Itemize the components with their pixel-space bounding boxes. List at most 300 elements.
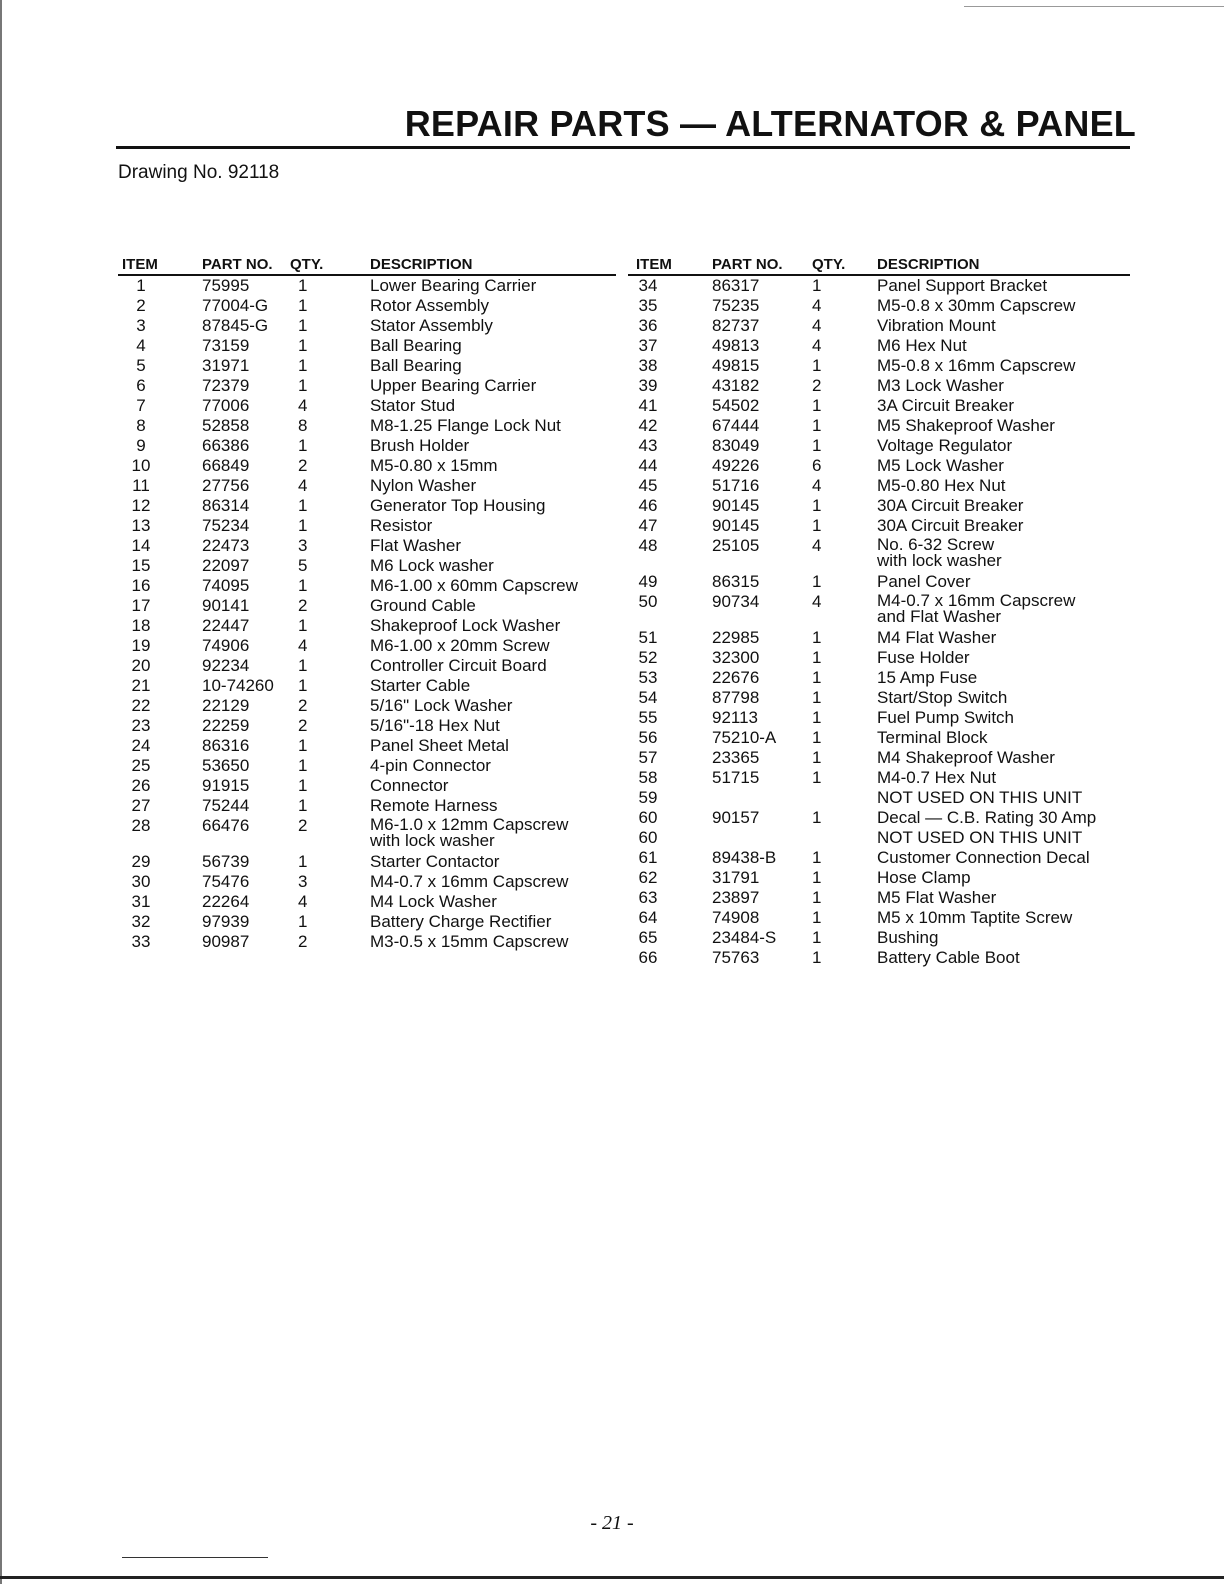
description-line: 5/16"-18 Hex Nut [370, 716, 500, 735]
description-line: Stator Stud [370, 396, 456, 415]
quantity: 1 [812, 356, 822, 375]
quantity: 1 [812, 628, 822, 647]
quantity: 2 [298, 932, 308, 951]
item-number: 45 [638, 476, 658, 495]
quantity: 4 [812, 336, 822, 355]
part-number: 27756 [202, 476, 250, 495]
item-number: 17 [131, 596, 151, 615]
description [872, 808, 1130, 828]
quantity: 1 [298, 736, 308, 755]
description-line: M6 Hex Nut [877, 336, 967, 355]
table-row [628, 868, 1130, 888]
part-number: 74095 [202, 576, 250, 595]
description-line: Remote Harness [370, 796, 498, 815]
description-line: Voltage Regulator [877, 436, 1013, 455]
description-line: Fuel Pump Switch [877, 708, 1014, 727]
description-line: M4-0.7 x 16mm Capscrew [877, 591, 1076, 610]
description [872, 456, 1130, 476]
description [360, 356, 616, 376]
table-row [118, 396, 616, 416]
description-line: Battery Charge Rectifier [370, 912, 552, 931]
item-number: 29 [131, 852, 151, 871]
part-number: 31791 [712, 868, 760, 887]
description [360, 596, 616, 616]
quantity: 1 [812, 868, 822, 887]
description-line: M5-0.80 Hex Nut [877, 476, 1006, 495]
table-row [628, 572, 1130, 592]
description-line: Ground Cable [370, 596, 476, 615]
description [872, 748, 1130, 768]
item-number: 14 [131, 536, 151, 555]
quantity: 4 [812, 296, 822, 315]
part-number: 75234 [202, 516, 250, 535]
item-number: 18 [131, 616, 151, 635]
quantity [806, 788, 872, 808]
quantity: 1 [298, 496, 308, 515]
table-row [118, 636, 616, 656]
table-row [628, 316, 1130, 336]
table-row [628, 356, 1130, 376]
table-row [628, 376, 1130, 396]
part-number: 75210-A [712, 728, 777, 747]
description-line: M4-0.7 Hex Nut [877, 768, 997, 787]
description-line: M4-0.7 x 16mm Capscrew [370, 872, 569, 891]
quantity: 1 [298, 796, 308, 815]
table-header [628, 253, 1130, 276]
description-line: Panel Cover [877, 572, 971, 591]
table-row [628, 848, 1130, 868]
item-number: 16 [131, 576, 151, 595]
description [360, 636, 616, 656]
description [872, 908, 1130, 928]
item-number: 25 [131, 756, 151, 775]
quantity: 1 [812, 648, 822, 667]
table-header [118, 253, 616, 276]
item-number: 10 [131, 456, 151, 475]
description [360, 556, 616, 576]
table-row [118, 676, 616, 696]
part-number: 83049 [712, 436, 760, 455]
table-row [118, 616, 616, 636]
quantity: 4 [812, 536, 822, 555]
quantity: 1 [298, 912, 308, 931]
description-line: 3A Circuit Breaker [877, 396, 1014, 415]
description-line: M5-0.80 x 15mm [370, 456, 498, 475]
description [360, 496, 616, 516]
table-row [118, 776, 616, 796]
description [872, 788, 1130, 808]
item-number: 43 [638, 436, 658, 455]
description-line: Panel Sheet Metal [370, 736, 509, 755]
table-row [118, 276, 616, 296]
item-number: 8 [136, 416, 146, 435]
quantity: 1 [298, 376, 308, 395]
description [872, 628, 1130, 648]
part-number: 90145 [712, 496, 760, 515]
description-line: 5/16" Lock Washer [370, 696, 513, 715]
quantity: 1 [812, 948, 822, 967]
table-row [628, 888, 1130, 908]
description-line: Upper Bearing Carrier [370, 376, 537, 395]
item-number: 55 [638, 708, 658, 727]
description-line: M5 Lock Washer [877, 456, 1004, 475]
item-number: 1 [136, 276, 146, 295]
description [360, 456, 616, 476]
quantity: 1 [298, 616, 308, 635]
item-number: 66 [638, 948, 658, 967]
table-row [118, 456, 616, 476]
description [872, 276, 1130, 296]
quantity: 1 [298, 576, 308, 595]
description-line: M3 Lock Washer [877, 376, 1004, 395]
table-row [118, 416, 616, 436]
description [872, 688, 1130, 708]
quantity: 3 [298, 872, 308, 891]
description-line-2: and Flat Washer [877, 607, 1002, 626]
description-line: M4 Lock Washer [370, 892, 497, 911]
item-number: 33 [131, 932, 151, 951]
description [872, 868, 1130, 888]
table-row [628, 948, 1130, 968]
part-number: 49226 [712, 456, 760, 475]
item-number: 3 [136, 316, 146, 335]
part-number: 87798 [712, 688, 760, 707]
quantity: 1 [812, 668, 822, 687]
table-body [118, 276, 616, 952]
parts-table-right [628, 253, 1130, 968]
part-number: 53650 [202, 756, 250, 775]
quantity: 1 [298, 336, 308, 355]
part-number: 87845-G [202, 316, 269, 335]
item-number: 48 [638, 536, 658, 555]
quantity: 1 [812, 708, 822, 727]
scan-edge-bottom [0, 1576, 1224, 1579]
table-row [628, 768, 1130, 788]
part-number: 90141 [202, 596, 250, 615]
table-row [118, 756, 616, 776]
description-line-2: with lock washer [370, 831, 495, 850]
item-number: 53 [638, 668, 658, 687]
part-number: 22473 [202, 536, 250, 555]
quantity: 1 [298, 676, 308, 695]
description [872, 828, 1130, 848]
part-number: 23365 [712, 748, 760, 767]
description-line: Battery Cable Boot [877, 948, 1020, 967]
description-line: Terminal Block [877, 728, 988, 747]
description [872, 768, 1130, 788]
description-line: Nylon Washer [370, 476, 477, 495]
table-row [118, 912, 616, 932]
item-number: 5 [136, 356, 146, 375]
quantity: 1 [298, 656, 308, 675]
quantity: 4 [812, 316, 822, 335]
part-number: 54502 [712, 396, 760, 415]
description-line: M5 Flat Washer [877, 888, 997, 907]
part-number: 49815 [712, 356, 760, 375]
quantity: 2 [812, 376, 822, 395]
item-number: 20 [131, 656, 151, 675]
part-number [668, 788, 806, 808]
quantity: 2 [298, 816, 308, 835]
description [360, 912, 616, 932]
quantity: 5 [298, 556, 308, 575]
part-number: 51716 [712, 476, 760, 495]
header-description: DESCRIPTION [877, 256, 980, 273]
quantity: 1 [298, 296, 308, 315]
description [360, 796, 616, 816]
description [872, 888, 1130, 908]
description-line: Starter Contactor [370, 852, 500, 871]
item-number: 4 [136, 336, 146, 355]
table-row [628, 928, 1130, 948]
quantity: 1 [812, 748, 822, 767]
table-row [628, 728, 1130, 748]
description-line: Start/Stop Switch [877, 688, 1008, 707]
description-line: Generator Top Housing [370, 496, 546, 515]
item-number: 56 [638, 728, 658, 747]
description-line: Panel Support Bracket [877, 276, 1048, 295]
description-line: M5 x 10mm Taptite Screw [877, 908, 1073, 927]
table-row [118, 596, 616, 616]
description [872, 536, 1130, 572]
part-number: 74908 [712, 908, 760, 927]
quantity: 1 [812, 496, 822, 515]
part-number [668, 828, 806, 848]
description-line: Hose Clamp [877, 868, 971, 887]
description [360, 396, 616, 416]
quantity: 1 [812, 276, 822, 295]
description-line: NOT USED ON THIS UNIT [877, 788, 1083, 807]
quantity: 2 [298, 456, 308, 475]
description-line: M6-1.00 x 60mm Capscrew [370, 576, 578, 595]
description [872, 948, 1130, 968]
description [872, 416, 1130, 436]
part-number: 22985 [712, 628, 760, 647]
description [872, 396, 1130, 416]
quantity: 4 [812, 592, 822, 611]
description [872, 728, 1130, 748]
description-line: 4-pin Connector [370, 756, 491, 775]
page-title: REPAIR PARTS — ALTERNATOR & PANEL [404, 103, 1136, 144]
item-number: 41 [638, 396, 658, 415]
part-number: 90987 [202, 932, 250, 951]
quantity: 4 [298, 476, 308, 495]
description [360, 852, 616, 872]
description [360, 872, 616, 892]
description-line: Starter Cable [370, 676, 471, 695]
part-number: 66849 [202, 456, 250, 475]
quantity: 1 [812, 688, 822, 707]
table-row [628, 336, 1130, 356]
item-number: 22 [131, 696, 151, 715]
part-number: 89438-B [712, 848, 777, 867]
description [872, 848, 1130, 868]
description-line: M4 Shakeproof Washer [877, 748, 1055, 767]
item-number: 39 [638, 376, 658, 395]
quantity: 1 [298, 516, 308, 535]
title-rule [116, 146, 1130, 149]
table-row [118, 852, 616, 872]
table-row [118, 656, 616, 676]
description [360, 656, 616, 676]
item-number: 58 [638, 768, 658, 787]
item-number: 15 [131, 556, 151, 575]
item-number: 61 [638, 848, 658, 867]
part-number: 22447 [202, 616, 250, 635]
part-number: 90145 [712, 516, 760, 535]
part-number: 25105 [712, 536, 760, 555]
item-number: 34 [638, 276, 658, 295]
description-line: Decal — C.B. Rating 30 Amp [877, 808, 1097, 827]
item-number: 36 [638, 316, 658, 335]
table-row [628, 476, 1130, 496]
table-row [628, 748, 1130, 768]
description [872, 296, 1130, 316]
item-number: 30 [131, 872, 151, 891]
quantity: 1 [812, 928, 822, 947]
part-number: 22129 [202, 696, 250, 715]
quantity: 2 [298, 596, 308, 615]
description [360, 476, 616, 496]
description [360, 536, 616, 556]
part-number: 86316 [202, 736, 250, 755]
description-line: Bushing [877, 928, 939, 947]
description-line: Brush Holder [370, 436, 470, 455]
item-number: 64 [638, 908, 658, 927]
table-row [118, 816, 616, 852]
description-line: Controller Circuit Board [370, 656, 547, 675]
item-number: 31 [131, 892, 151, 911]
description [872, 436, 1130, 456]
header-qty: QTY. [812, 256, 846, 273]
quantity: 4 [298, 636, 308, 655]
description [872, 516, 1130, 536]
item-number: 24 [131, 736, 151, 755]
description-line: M5-0.8 x 30mm Capscrew [877, 296, 1076, 315]
description-line: Ball Bearing [370, 336, 462, 355]
header-part-no: PART NO. [712, 256, 783, 273]
table-row [118, 476, 616, 496]
description [872, 356, 1130, 376]
table-row [118, 576, 616, 596]
table-row [628, 708, 1130, 728]
description-line: Flat Washer [370, 536, 462, 555]
quantity: 2 [298, 696, 308, 715]
table-row [628, 276, 1130, 296]
table-row [628, 296, 1130, 316]
quantity: 3 [298, 536, 308, 555]
part-number: 77004-G [202, 296, 269, 315]
table-row [118, 716, 616, 736]
description [872, 708, 1130, 728]
description-line: Lower Bearing Carrier [370, 276, 537, 295]
table-row [628, 496, 1130, 516]
part-number: 91915 [202, 776, 250, 795]
part-number: 75244 [202, 796, 250, 815]
quantity: 1 [812, 808, 822, 827]
description-line: M8-1.25 Flange Lock Nut [370, 416, 561, 435]
quantity: 1 [812, 416, 822, 435]
quantity: 1 [812, 908, 822, 927]
quantity: 1 [812, 728, 822, 747]
item-number: 51 [638, 628, 658, 647]
description-line: M6-1.00 x 20mm Screw [370, 636, 550, 655]
table-row [628, 592, 1130, 628]
table-row [628, 456, 1130, 476]
description [360, 696, 616, 716]
description-line: M3-0.5 x 15mm Capscrew [370, 932, 569, 951]
part-number: 10-74260 [202, 676, 274, 695]
part-number: 22259 [202, 716, 250, 735]
item-number: 28 [131, 816, 151, 835]
description [360, 716, 616, 736]
item-number: 32 [131, 912, 151, 931]
item-number: 23 [131, 716, 151, 735]
part-number: 52858 [202, 416, 250, 435]
part-number: 73159 [202, 336, 250, 355]
item-number: 12 [131, 496, 151, 515]
description [360, 336, 616, 356]
part-number: 66386 [202, 436, 250, 455]
table-row [118, 356, 616, 376]
description-line: M5-0.8 x 16mm Capscrew [877, 356, 1076, 375]
item-number: 38 [638, 356, 658, 375]
description [360, 576, 616, 596]
description-line-2: with lock washer [877, 551, 1002, 570]
quantity: 1 [812, 396, 822, 415]
quantity [806, 828, 872, 848]
item-number: 46 [638, 496, 658, 515]
item-number: 27 [131, 796, 151, 815]
item-number: 59 [638, 788, 658, 807]
table-row [628, 808, 1130, 828]
description-line: Vibration Mount [877, 316, 996, 335]
description [360, 316, 616, 336]
description-line: 30A Circuit Breaker [877, 496, 1024, 515]
part-number: 72379 [202, 376, 250, 395]
item-number: 62 [638, 868, 658, 887]
table-row [118, 376, 616, 396]
scan-edge-top [964, 6, 1224, 7]
description-line: 30A Circuit Breaker [877, 516, 1024, 535]
part-number: 86314 [202, 496, 250, 515]
item-number: 42 [638, 416, 658, 435]
drawing-number: Drawing No. 92118 [118, 162, 280, 183]
item-number: 47 [638, 516, 658, 535]
description [360, 616, 616, 636]
item-number: 26 [131, 776, 151, 795]
header-qty: QTY. [290, 256, 324, 273]
description [360, 736, 616, 756]
item-number: 60 [638, 808, 658, 827]
quantity: 6 [812, 456, 822, 475]
quantity: 1 [812, 848, 822, 867]
item-number: 21 [131, 676, 151, 695]
item-number: 19 [131, 636, 151, 655]
part-number: 92113 [712, 708, 759, 727]
description-line: Customer Connection Decal [877, 848, 1090, 867]
table-row [118, 736, 616, 756]
item-number: 6 [136, 376, 146, 395]
part-number: 77006 [202, 396, 250, 415]
description [360, 756, 616, 776]
description [872, 316, 1130, 336]
description [360, 892, 616, 912]
description [360, 296, 616, 316]
description [360, 436, 616, 456]
description [360, 516, 616, 536]
header-description: DESCRIPTION [370, 256, 473, 273]
